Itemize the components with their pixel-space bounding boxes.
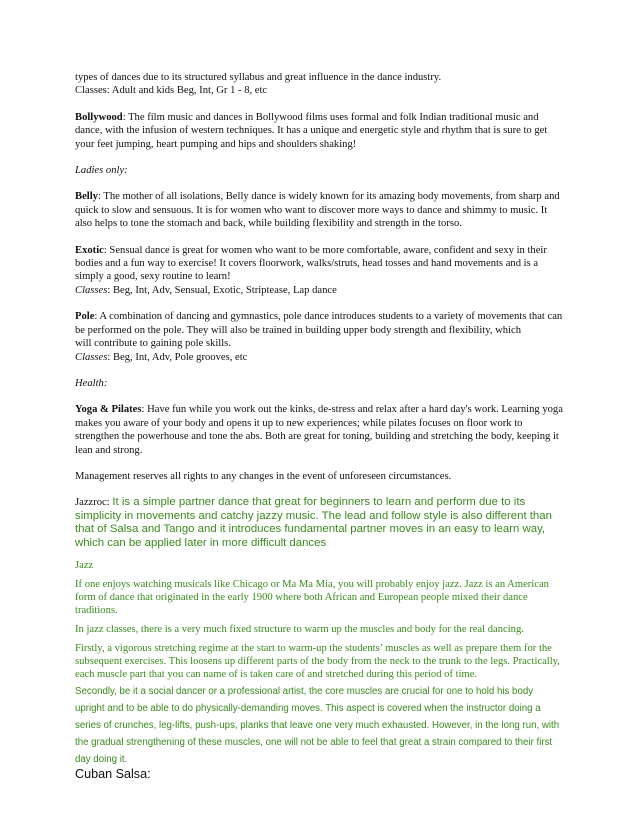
pole-classes-text: : Beg, Int, Adv, Pole grooves, etc — [107, 351, 248, 363]
exotic-heading: Exotic — [75, 244, 104, 256]
yoga-text: : Have fun while you work out the kinks, de-stress and relax after a hard day's work. Learning yoga makes you aware of your body and opens it up to new experiences; while pilates focuses on floor work to strengthen the powerhouse and tone the abs. Both are great for toning, building and stretching the body, keeping it lean and strong. — [75, 404, 563, 456]
yoga-paragraph — [75, 403, 565, 457]
intro-paragraph — [75, 71, 565, 98]
pole-text-2: will contribute to gaining pole skills. — [75, 338, 231, 350]
pole-text: : A combination of dancing and gymnastics, pole dance introduces students to a variety of movements that can be performed on the pole. They will also be trained in building upper body strength and flexibility, which — [75, 311, 563, 336]
jazzroc-paragraph — [75, 496, 565, 550]
belly-heading: Belly — [75, 191, 98, 203]
jazz-heading: Jazz — [75, 559, 94, 571]
intro-line: types of dances due to its structured syllabus and great influence in the dance industry. — [75, 72, 442, 83]
pole-paragraph — [75, 310, 565, 364]
bollywood-text: : The film music and dances in Bollywood films uses formal and folk Indian traditional music and dance, with the infusion of western techniques. It has a unique and energetic style and rhythm that is sure to get your feet jumping, heart pumping and hips and shoulders shaking! — [75, 111, 548, 150]
ladies-only-heading: Ladies only: — [75, 165, 128, 177]
jazz-paragraph-1: If one enjoys watching musicals like Chicago or Ma Ma Mia, you will probably enjoy jazz. Jazz is an American form of dance that originated in the early 1900 where both African and European people mixed their dance traditions. — [75, 578, 549, 616]
intro-classes: Classes: Adult and kids Beg, Int, Gr 1 - 8, etc — [75, 85, 268, 97]
jazzroc-text: It is a simple partner dance that great for beginners to learn and perform due to its simplicity in movements and catchy jazzy music. The lead and follow style is also different than that of Salsa and Tango and it introduces fundamental partner moves in an easy to learn way, which can be applied later in more difficult dances — [75, 496, 552, 549]
exotic-paragraph — [75, 244, 565, 298]
belly-text: : The mother of all isolations, Belly dance is widely known for its amazing body movements, from sharp and quick to slow and sensuous. It is for women who want to discover more ways to dance and shimmy to music. It also helps to tone the stomach and back, while building flexibility and strength in the torso. — [75, 191, 560, 230]
document-page — [75, 71, 565, 794]
jazz-paragraph-3: Firstly, a vigorous stretching regime at the start to warm-up the students’ muscles as well as prepare them for the subsequent exercises. This loosens up different parts of the body from the neck to the trunk to the legs. Practically, each muscle part that you can name of is taken care of and stretched during this period of time. — [75, 642, 560, 680]
jazz-paragraph-4: Secondly, be it a social dancer or a professional artist, the core muscles are crucial for one to hold his body upright and to be able to do physically-demanding moves. This aspect is covered when the instructor doing a series of crunches, leg-lifts, push-ups, planks that leave one very much exhausted. However, in the long run, with the gradual strengthening of these muscles, one will not be able to feel that great a strain compared to their first day doing it. — [75, 685, 560, 765]
exotic-text: : Sensual dance is great for women who want to be more comfortable, aware, confident and sexy in their bodies and a fun way to exercise! It covers floorwork, walks/struts, head tosses and hand movements and is a simply a good, sexy routine to learn! — [75, 244, 547, 283]
yoga-heading: Yoga & Pilates — [75, 404, 142, 416]
management-notice: Management reserves all rights to any changes in the event of unforeseen circumstances. — [75, 470, 452, 482]
bollywood-heading: Bollywood — [75, 111, 123, 123]
pole-heading: Pole — [75, 311, 95, 323]
pole-classes-label: Classes — [75, 351, 108, 363]
jazz-paragraph-2: In jazz classes, there is a very much fixed structure to warm up the muscles and body for the real dancing. — [75, 623, 524, 635]
cuban-salsa-heading: Cuban Salsa: — [75, 766, 151, 781]
jazzroc-label: Jazzroc: — [75, 497, 113, 509]
bollywood-paragraph — [75, 111, 565, 151]
belly-paragraph — [75, 190, 565, 230]
exotic-classes-text: : Beg, Int, Adv, Sensual, Exotic, Striptease, Lap dance — [107, 284, 337, 296]
health-heading: Health: — [75, 377, 108, 389]
exotic-classes-label: Classes — [75, 284, 108, 296]
